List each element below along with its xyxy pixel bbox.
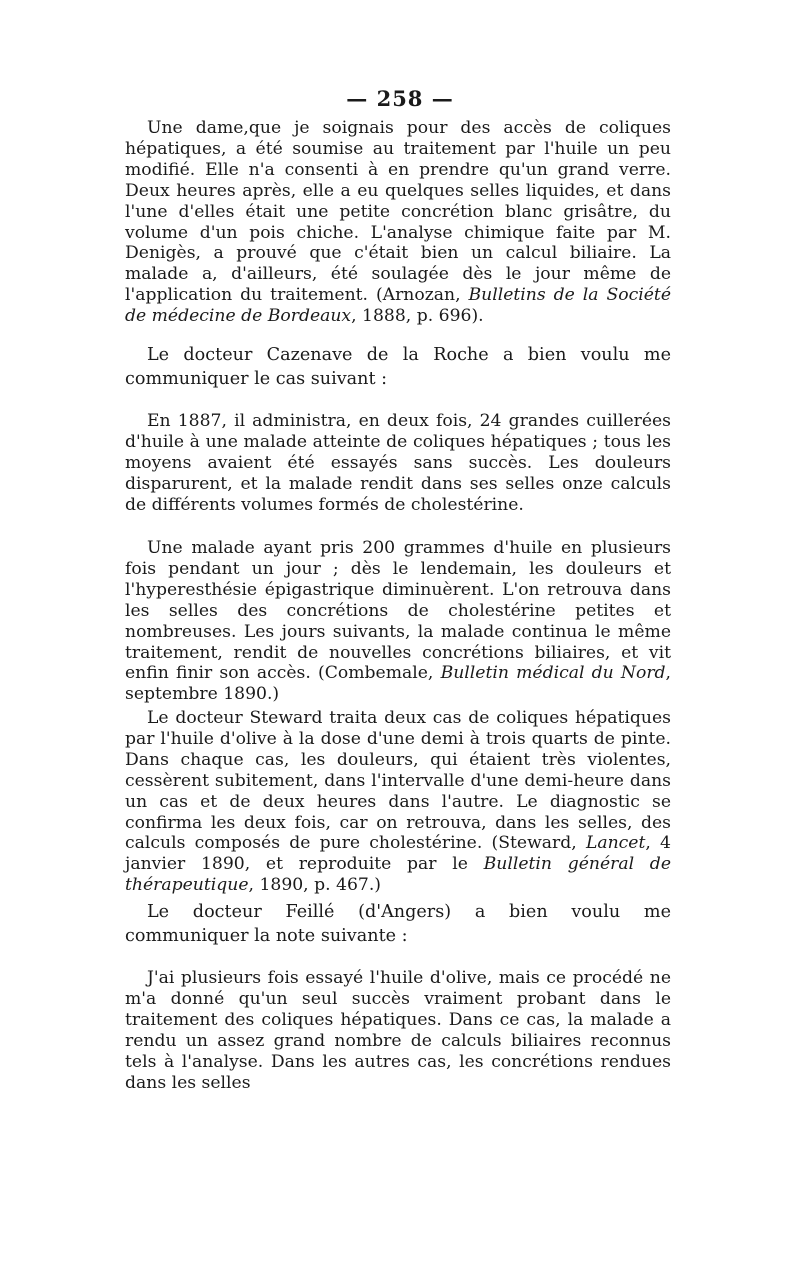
paragraph-text: Une malade ayant pris 200 grammes d'huile en plusieurs fois pendant un jour ; dès le lendemain, les douleurs et l'hyperesthésie épigastrique diminuèrent. L'on retrouva dans les selles des concrétions de cholestérine petites et nombreuses. Les jours suivants, la malade continua le même traitement, rendit de nouvelles concrétions biliaires, et vit enfin finir son accès. (Combemale,: [125, 538, 671, 684]
paragraph-text: Le docteur Feillé (d'Angers) a bien voulu me communiquer la note suivante :: [125, 902, 671, 946]
paragraph-cazenave-intro: [125, 343, 671, 391]
citation-text: , septembre 1890.): [125, 663, 672, 705]
journal-title-2: Bulletin général de thérapeutique: [125, 854, 671, 896]
paragraph-text: Le docteur Steward traita deux cas de coliques hépatiques par l'huile d'olive à la dose d'une demi à trois quarts de pinte. Dans chaque cas, les douleurs, qui étaient très violentes, cessèrent subitement, dans l'intervalle d'une demi-heure dans un cas et de deux heures dans l'autre. Le diagnostic se confirma les deux fois, car on retrouva, dans les selles, des calculs composés de pure cholestérine. (Steward,: [125, 708, 671, 854]
citation-text: , 1888, p. 696).: [351, 306, 484, 327]
paragraph-feille-note: [125, 968, 671, 1093]
citation-text: , 4 janvier 1890, et reproduite par le: [125, 833, 671, 875]
citation-text-2: , 1890, p. 467.): [248, 875, 382, 896]
journal-title: Bulletins de la Société de médecine de Bordeaux: [125, 285, 671, 327]
paragraph-text: En 1887, il administra, en deux fois, 24 grandes cuillerées d'huile à une malade atteinte de coliques hépatiques ; tous les moyens avaient été essayés sans succès. Les douleurs disparurent, et la malade rendit dans ses selles onze calculs de différents volumes formés de cholestérine.: [125, 411, 671, 515]
paragraph-combemale-case: [125, 538, 671, 705]
page-number: — 258 —: [346, 86, 454, 111]
paragraph-text: J'ai plusieurs fois essayé l'huile d'olive, mais ce procédé ne m'a donné qu'un seul succès vraiment probant dans le traitement des coliques hépatiques. Dans ce cas, la malade a rendu un assez grand nombre de calculs biliaires reconnus tels à l'analyse. Dans les autres cas, les concrétions rendues dans les selles: [125, 968, 671, 1093]
paragraph-text: Le docteur Cazenave de la Roche a bien voulu me communiquer le cas suivant :: [125, 345, 671, 389]
paragraph-feille-intro: [125, 900, 671, 948]
journal-title: Bulletin médical du Nord: [440, 663, 666, 684]
paragraph-steward-case: [125, 708, 671, 896]
paragraph-arnozan-case: [125, 118, 671, 327]
paragraph-cazenave-case: [125, 411, 671, 516]
journal-title: Lancet: [585, 833, 646, 854]
paragraph-text: Une dame,que je soignais pour des accès de coliques hépatiques, a été soumise au traitement par l'huile un peu modifié. Elle n'a consenti à en prendre qu'un grand verre. Deux heures après, elle a eu quelques selles liquides, et dans l'une d'elles était une petite concrétion blanc grisâtre, du volume d'un pois chiche. L'analyse chimique faite par M. Denigès, a prouvé que c'était bien un calcul biliaire. La malade a, d'ailleurs, été soulagée dès le jour même de l'application du traitement. (Arnozan,: [125, 118, 671, 306]
